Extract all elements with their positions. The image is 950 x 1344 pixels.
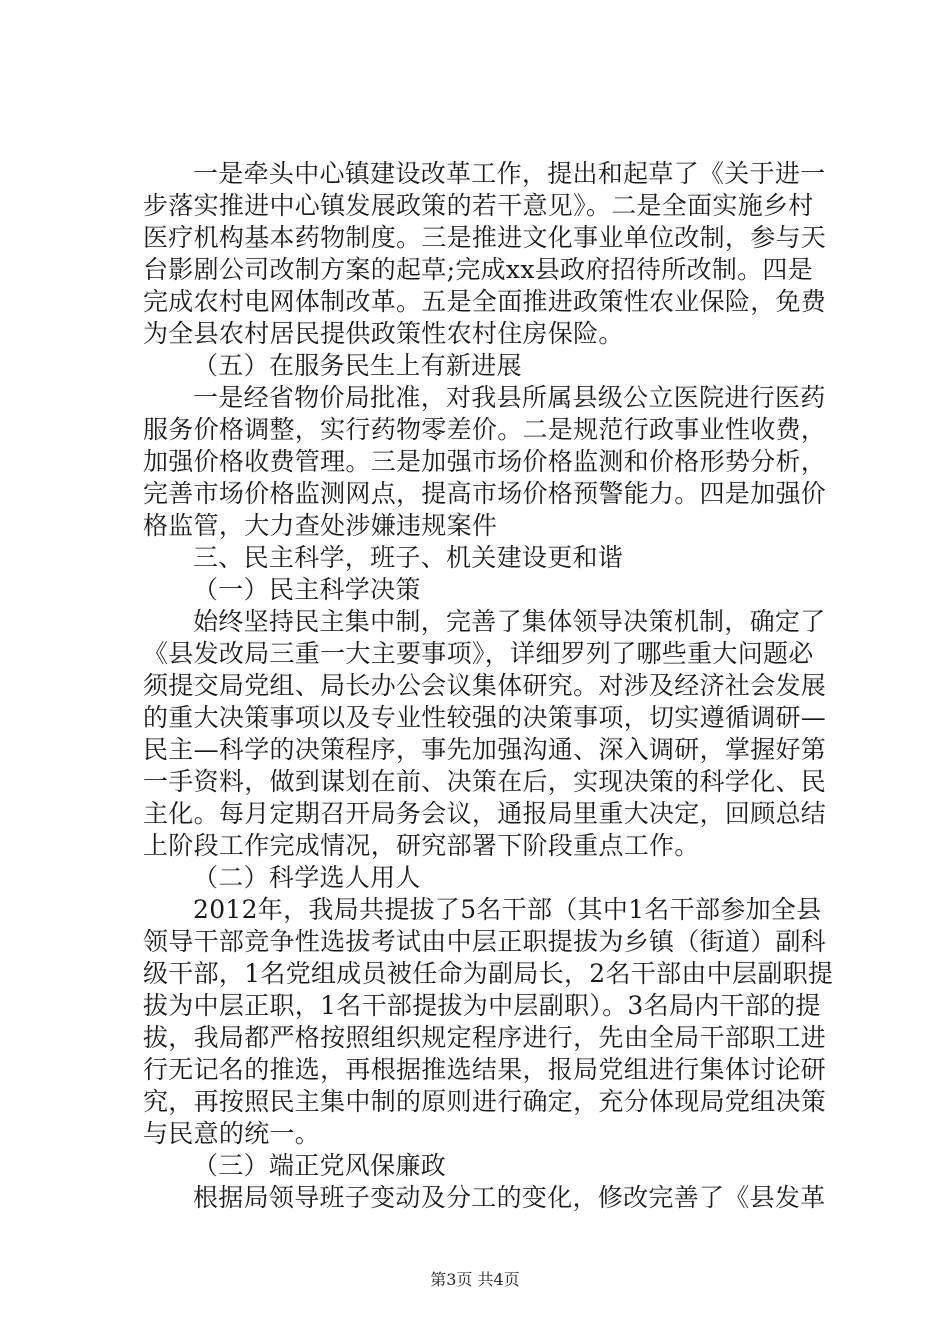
text-line: 台影剧公司改制方案的起草;完成xx县政府招待所改制。四是: [143, 255, 814, 284]
text-line: 格监管，大力查处涉嫌违规案件: [143, 511, 498, 540]
text-line: 根据局领导班子变动及分工的变化，修改完善了《县发革: [193, 1183, 826, 1212]
text-line: 主化。每月定期召开局务会议，通报局里重大决定，回顾总结: [143, 799, 827, 828]
text-line: 拔为中层正职，1名干部提拔为中层副职）。3名局内干部的提: [143, 991, 821, 1020]
text-line: 级干部，1名党组成员被任命为副局长，2名干部由中层副职提: [143, 959, 834, 988]
text-line: 究，再按照民主集中制的原则进行确定，充分体现局党组决策: [143, 1087, 827, 1116]
text-line: 完成农村电网体制改革。五是全面推进政策性农业保险，免费: [143, 287, 827, 316]
text-line: 行无记名的推选，再根据推选结果，报局党组进行集体讨论研: [143, 1055, 827, 1084]
text-line: （二）科学选人用人: [193, 863, 421, 892]
text-line: 与民意的统一。: [143, 1119, 321, 1148]
text-line: 始终坚持民主集中制，完善了集体领导决策机制，确定了: [193, 607, 826, 636]
text-line: 一是经省物价局批准，对我县所属县级公立医院进行医药: [193, 383, 826, 412]
text-line: 一手资料，做到谋划在前、决策在后，实现决策的科学化、民: [143, 767, 827, 796]
text-line: 为全县农村居民提供政策性农村住房保险。: [143, 319, 624, 348]
text-line: （五）在服务民生上有新进展: [193, 351, 522, 380]
text-line: （三）端正党风保廉政: [193, 1151, 447, 1180]
text-line: 的重大决策事项以及专业性较强的决策事项，切实遵循调研—: [143, 703, 827, 732]
text-line: 2012年，我局共提拔了5名干部（其中1名干部参加全县: [193, 895, 822, 924]
text-line: 医疗机构基本药物制度。三是推进文化事业单位改制，参与天: [143, 223, 827, 252]
text-line: 服务价格调整，实行药物零差价。二是规范行政事业性收费，: [143, 415, 827, 444]
page-footer: 第3页 共4页: [430, 1270, 520, 1289]
text-line: 一是牵头中心镇建设改革工作，提出和起草了《关于进一: [193, 159, 826, 188]
text-line: 须提交局党组、局长办公会议集体研究。对涉及经济社会发展: [143, 671, 827, 700]
document-body: [143, 158, 834, 1214]
text-line: 完善市场价格监测网点，提高市场价格预警能力。四是加强价: [143, 479, 827, 508]
text-line: 民主—科学的决策程序，事先加强沟通、深入调研，掌握好第: [143, 735, 827, 764]
text-line: （一）民主科学决策: [193, 575, 421, 604]
text-line: 领导干部竞争性选拔考试由中层正职提拔为乡镇（街道）副科: [143, 927, 827, 956]
text-line: 上阶段工作完成情况，研究部署下阶段重点工作。: [143, 831, 700, 860]
text-line: 《县发改局三重一大主要事项》，详细罗列了哪些重大问题必: [143, 639, 814, 668]
text-line: 步落实推进中心镇发展政策的若干意见》。二是全面实施乡村: [143, 191, 814, 220]
text-line: 三、民主科学，班子、机关建设更和谐: [193, 543, 624, 572]
text-line: 拔，我局都严格按照组织规定程序进行，先由全局干部职工进: [143, 1023, 827, 1052]
text-line: 加强价格收费管理。三是加强市场价格监测和价格形势分析，: [143, 447, 827, 476]
